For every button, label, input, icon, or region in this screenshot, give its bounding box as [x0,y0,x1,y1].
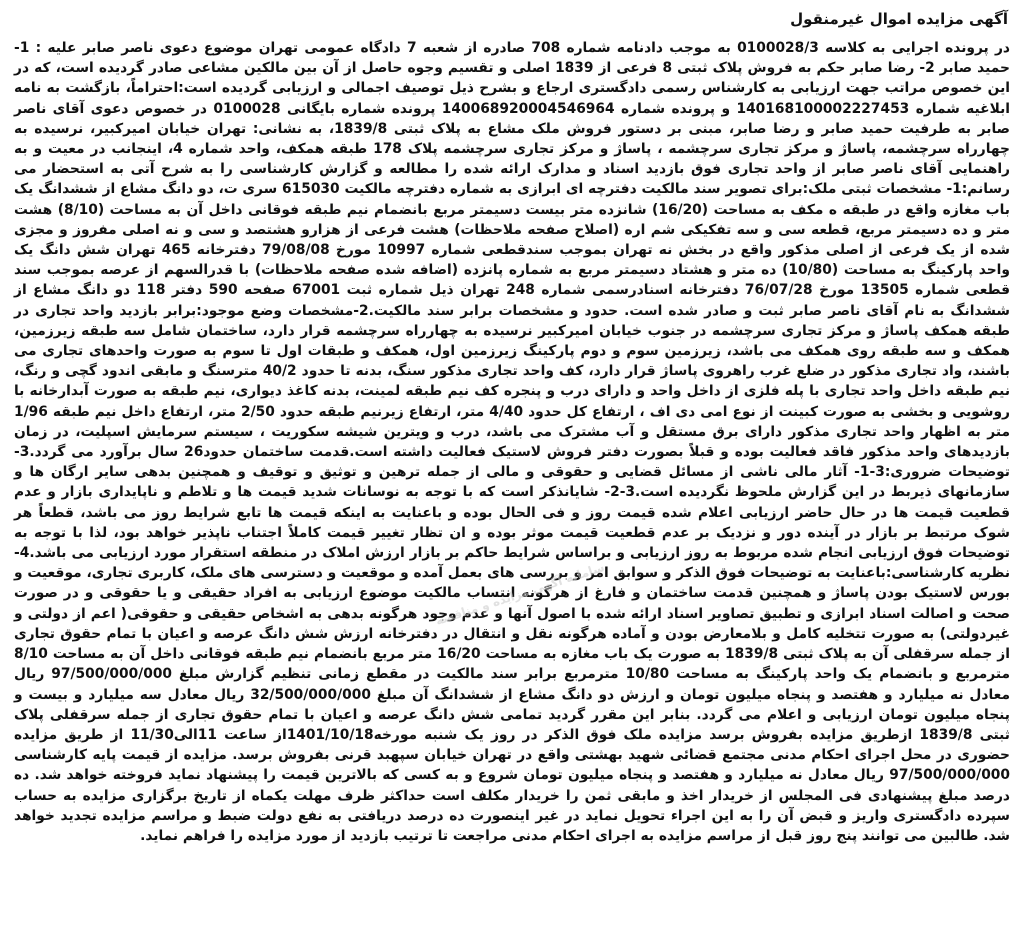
notice-body: در پرونده اجرایی به کلاسه 0100028/3 به موجب دادنامه شماره 708 صادره از شعبه 7 دادگاه عمومی تهران موضوع دعوی ناصر صابر علیه : 1- حمید صابر 2- رضا صابر حکم به فروش پلاک ثبتی 8 فرعی از 1839 اصلی و تقسیم وجوه حاصل از آن بین مالکین مشاعی صادر گردیده است، که در این خصوص مراتب جهت ارزیابی به کارشناس رسمی دادگستری ارجاع و بشرح ذیل توصیف اجمالی و ارزیابی گردیده است:احتراماً، بازگشت به نامه ابلاغیه شماره 140168100002227453 و پرونده شماره 140068920004546964 پرونده شماره بایگانی 0100028 در خصوص دعوی آقای ناصر صابر به طرفیت حمید صابر و رضا صابر، مبنی بر دستور فروش ملک مشاع به پلاک ثبتی 1839/8، به نشانی: تهران خیابان امیرکبیر، نرسیده به چهارراه سرچشمه، پاساژ و مرکز تجاری سرچشمه ، پاساژ و مرکز تجاری سرچشمه پلاک 178 طبقه همکف، واحد شماره 4، اینجانب در معیت و به راهنمایی آقای ناصر صابر از واحد تجاری فوق بازدید اسناد و مدارک ارائه شده را مطالعه و گزارش کارشناسی را به شرح آتی به استحضار می رسانم:1- مشخصات ثبتی ملک:برای تصویر سند مالکیت دفترچه ای ابرازی به شماره دفترچه مالکیت 615030 سری ت، دو دانگ مشاع از ششدانگ یک باب مغازه واقع در طبقه ه مکف به مساحت (16/20) شانزده متر بیست دسیمتر مربع بانضمام نیم طبقه فوقانی داخل آن به مساحت (8/10) هشت متر و ده دسیمتر مربع، قطعه سی و سه تفکیکی شم اره (اصلاح صفحه ملاحظات) هشت فرعی از هزارو هشتصد و سی و نه اصلی مفروز و مجزی شده از یک فرعی از اصلی مذکور واقع در بخش نه تهران بموجب سندقطعی شماره 10997 مورخ 79/08/08 دفترخانه 465 تهران شش دانگ یک واحد پارکینگ به مساحت (10/80) ده متر و هشتاد دسیمتر مربع به شماره پانزده (اضافه شده صفحه ملاحظات) با قدرالسهم از عرصه بموجب سند قطعی شماره 13505 مورخ 76/07/28 دفترخانه اسنادرسمی شماره 248 تهران ذیل شماره ثبت 67001 صفحه 590 دفتر 118 دو دانگ مشاع از ششدانگ به نام آقای ناصر صابر ثبت و صادر شده است. حدود و مشخصات برابر سند مالکیت.2-مشخصات وضع موجود:برابر بازدید واحد تجاری در طبقه همکف پاساژ و مرکز تجاری سرچشمه در جنوب خیابان امیرکبیر نرسیده به چهارراه سرچشمه قرار دارد، ساختمان شامل سه طبقه زیرزمین، همکف و سه طبقه روی همکف می باشد، زیرزمین سوم و دوم پارکینگ زیرزمین اول، همکف و طبقات اول تا سوم به صورت واحدهای تجاری می باشند، واد تجاری مذکور در ضلع غرب راهروی پاساژ قرار دارد، کف واحد تجاری مذکور سنگ، بدنه تا حدود 40/2 مترسنگ و مابقی اندود گچی و رنگ، نیم طبقه داخل واحد تجاری با پله فلزی از داخل واحد و دارای درب و پنجره کف نیم طبقه لمینت، بدنه کاغذ دیواری، نیم طبقه به صورت آبدارخانه با روشویی و بخشی به صورت کبینت از نوع امی دی اف ، ارتفاع کل حدود 4/40 متر، ارتفاع زیرنیم طبقه حدود 2/50 متر، ارتفاع داخل نیم طبقه 1/96 متر به اظهار واحد تجاری مذکور دارای برق مستقل و آب مشترک می باشد، درب و ویترین شیشه سکوریت ، سیستم سرمایش اسپلیت، در زمان بازدیدهای واحد مذکور فاقد فعالیت بوده و قبلاً بصورت دفتر فروش لاستیک فعالیت داشته است.قدمت ساختمان حدود26 سال برآورد می گردد.3- توضیحات ضروری:3-1- آثار مالی ناشی از مسائل قضایی و حقوقی و مالی از جمله ترهین و توثیق و توقیف و همچنین بدهی سایر ارگان ها و سازمانهای ذیربط در این گزارش ملحوظ نگردیده است.3-2- شایانذکر است که با توجه به نوسانات شدید قیمت ها و تلاطم و ناپایداری بازار و عدم قطعیت قیمت ها در حال حاضر ارزیابی اعلام شده قیمت روز و فی الحال بوده و باعنایت به اینکه قیمت ها تابع شرایط روز می باشد، قطعاً هر شوک مرتبط بر بازار در آینده دور و نزدیک بر عدم قطعیت قیمت موثر بوده و ان تظار تغییر قیمت کاملاً اجتناب ناپذیر خواهد بود، لذا با توجه به توضیحات فوق ارزیابی انجام شده مربوط به روز ارزیابی و براساس شرایط حاکم بر بازار ارزش املاک در منطقه استقرار مورد ارزیابی می باشد.4- نظریه کارشناسی:باعنایت به توضیحات فوق الذکر و سوابق امر و بررسی های بعمل آمده و موقعیت و دسترسی های ملک، کاربری تجاری، موقعیت و بورس لاستیک بودن پاساژ و همچنین قدمت ساختمان و فارغ از هرگونه انتساب مالکیت موضوع ارزیابی به افراد حقیقی و یا حقوقی و در صورت صحت و اصالت اسناد ابرازی و تطبیق تصاویر اسناد ارائه شده با اصول آنها و عدم وجود هرگونه بدهی به اشخاص حقیقی و حقوقی( اعم از دولتی و غیردولتی) به صورت تتخلیه کامل و بلامعارض بودن و آماده هرگونه نقل و انتقال در دفترخانه ارزش شش دانگ عرصه و اعیان با تمام حقوق تجاری از جمله سرقفلی آن به پلاک ثبتی 1839/8 به صورت یک باب مغازه به مساحت 16/20 متر مربع بانضمام نیم طبقه فوقانی داخل آن به مساحت 8/10 مترمربع و بانضمام یک واحد پارکینگ به مساحت 10/80 مترمربع برابر سند مالکیت در مقطع زمانی تنظیم گزارش مبلغ 97/500/000/000 ریال معادل نه میلیارد و هفتصد و پنجاه میلیون تومان و ارزش دو دانگ مشاع از ششدانگ آن مبلغ 32/500/000/000 ریال معادل سه میلیارد و بیست و پنجاه میلیون تومان ارزیابی و اعلام می گردد. بنابر این مقرر گردید تمامی شش دانگ عرصه و اعیان با تمام حقوق تجاری از جمله سرقفلی پلاک ثبتی 1839/8 ازطریق مزایده بفروش برسد مزایده ملک فوق الذکر در روز یک شنبه مورخه1401/10/18از ساعت 11الی11/30 از طریق مزایده حضوری در محل اجرای احکام مدنی مجتمع قضائی شهید بهشتی واقع در تهران خیابان سپهبد قرنی بفروش برسد. مزایده از قیمت پایه کارشناسی 97/500/000/000 ریال معادل نه میلیارد و هفتصد و پنجاه میلیون تومان شروع و به کسی که بالاترین قیمت را پیشنهاد نماید فروخته خواهد شد. ده درصد مبلغ پیشنهادی فی المجلس از خریدار اخذ و مابقی ثمن را خریدار مکلف است حداکثر ظرف مهلت یکماه از تاریخ برگزاری مزایده به حساب سپرده دادگستری واریز و قبض آن را به این اجراء تحویل نماید در غیر اینصورت ده درصد دریافتی به نفع دولت ضبط و مراسم مزایده تجدید خواهد شد. طالبین می توانند پنج روز قبل از مراسم مزایده به اجرای احکام مدنی مراجعت تا ترتیب بازدید از مورد مزایده را فراهم نماید. [14,40,1011,844]
notice-title: آگهی مزایده اموال غیرمنقول [790,10,1008,28]
watermark: سامانه آگهی مزایده و مناقصه [433,560,607,628]
